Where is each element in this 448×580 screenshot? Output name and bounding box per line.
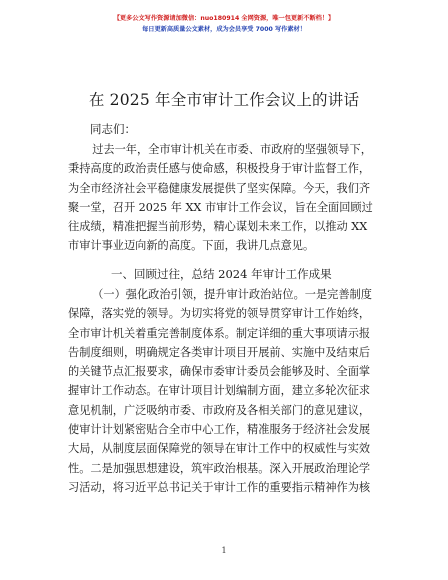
- promo-banner-line-2: 每日更新高质量公文素材，成为会员享受 7000 写作素材！: [142, 26, 306, 33]
- intro-line-3: 为全市经济社会平稳健康发展提供了坚实保障。今天，我们齐: [68, 181, 371, 195]
- section-line-5: 的关键节点汇报要求，确保市委审计委员会能够及时、全面掌: [68, 365, 371, 379]
- section-line-2: 保障，落实党的领导。为切实将党的领导贯穿审计工作始终，: [68, 307, 371, 321]
- intro-line-6: 市审计事业迈向新的高度。下面，我讲几点意见。: [68, 239, 315, 253]
- section-paragraph: [68, 285, 372, 497]
- intro-line-2: 秉持高度的政治责任感与使命感，积极投身于审计监督工作，: [68, 162, 371, 176]
- section-line-9: 大局，从制度层面保障党的领导在审计工作中的权威性与实效: [68, 442, 371, 456]
- document-title: 在 2025 年全市审计工作会议上的讲话: [88, 91, 360, 109]
- page-number: 1: [221, 546, 227, 555]
- intro-line-1: 过去一年，全市审计机关在市委、市政府的坚强领导下，: [92, 143, 372, 156]
- intro-line-5: 往成绩，精准把握当前形势，精心谋划未来工作，以推动 XX: [68, 220, 368, 234]
- section-line-10: 性。二是加强思想建设，筑牢政治根基。深入开展政治理论学: [68, 461, 371, 475]
- section-line-3: 全市审计机关着重完善制度体系。制定详细的重大事项请示报: [68, 326, 371, 340]
- intro-paragraph: [68, 140, 373, 256]
- section-line-4: 告制度细则，明确规定各类审计项目开展前、实施中及结束后: [68, 345, 371, 359]
- section-line-6: 握审计工作动态。在审计项目计划编制方面，建立多轮次征求: [68, 384, 371, 398]
- intro-line-4: 聚一堂，召开 2025 年 XX 市审计工作会议，旨在全面回顾过: [68, 200, 373, 214]
- section-line-8: 使审计计划紧密贴合全市中心工作，精准服务于经济社会发展: [68, 423, 371, 437]
- section-line-1: （一）强化政治引领，提升审计政治站位。一是完善制度: [92, 288, 372, 301]
- section-heading: 一、回顾过往，总结 2024 年审计工作成果: [111, 267, 332, 281]
- section-line-7: 意见机制，广泛吸纳市委、市政府及各相关部门的意见建议，: [68, 403, 371, 417]
- salutation: 同志们：: [90, 122, 136, 136]
- promo-banner-line-1: 【更多公文写作资源请加微信：nuo180914 全网资源，唯一包更新不断档！】: [113, 15, 335, 22]
- section-line-11: 习活动，将习近平总书记关于审计工作的重要指示精神作为核: [68, 480, 371, 494]
